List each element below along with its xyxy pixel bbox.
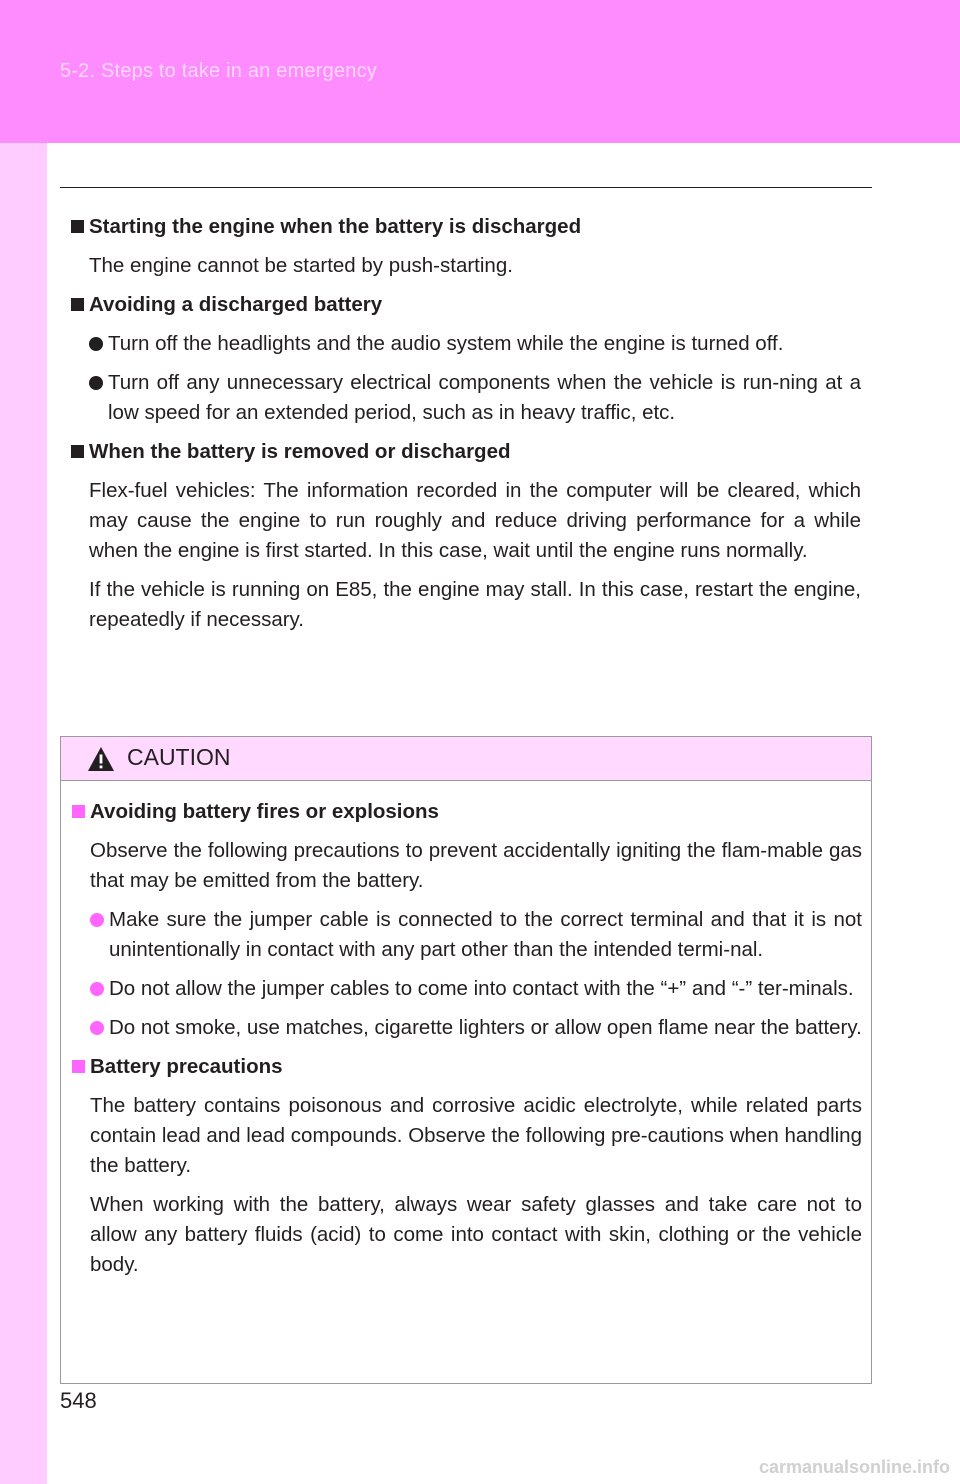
caution-heading: Avoiding battery fires or explosions xyxy=(72,797,862,827)
circle-bullet-icon xyxy=(89,376,103,390)
square-bullet-icon xyxy=(71,220,84,233)
circle-bullet-icon xyxy=(90,982,104,996)
paragraph: Flex-fuel vehicles: The information recorded in the computer will be cleared, which may cause the engine to run roughly and reduce driving performance for a while when the engine is first started. In this case, wait until the engine runs normally. xyxy=(89,479,861,562)
bullet-item: Turn off the headlights and the audio system while the engine is turned off. xyxy=(71,329,861,359)
watermark: carmanualsonline.info xyxy=(758,1457,950,1477)
left-margin-strip xyxy=(0,143,47,1484)
paragraph: The battery contains poisonous and corrosive acidic electrolyte, while related parts contain lead and lead compounds. Observe the following pre-cautions when handling the battery. xyxy=(90,1094,862,1177)
bullet-item: Turn off any unnecessary electrical components when the vehicle is run-ning at a low speed for an extended period, such as in heavy traffic, etc. xyxy=(71,368,861,428)
square-bullet-icon xyxy=(72,1060,85,1073)
caution-header xyxy=(61,737,871,781)
top-rule xyxy=(60,187,872,188)
square-bullet-icon xyxy=(72,805,85,818)
paragraph: When working with the battery, always wear safety glasses and take care not to allow any battery fluids (acid) to come into contact with skin, clothing or the vehicle body. xyxy=(90,1193,862,1276)
square-bullet-icon xyxy=(71,298,84,311)
circle-bullet-icon xyxy=(89,337,103,351)
bullet-item: Do not allow the jumper cables to come into contact with the “+” and “-” ter-minals. xyxy=(72,974,862,1004)
circle-bullet-icon xyxy=(90,913,104,927)
square-bullet-icon xyxy=(71,445,84,458)
paragraph: Observe the following precautions to prevent accidentally igniting the flam-mable gas that may be emitted from the battery. xyxy=(90,839,862,892)
section-heading: Starting the engine when the battery is discharged xyxy=(71,212,861,242)
caution-box xyxy=(60,736,872,1384)
paragraph: If the vehicle is running on E85, the engine may stall. In this case, restart the engine, repeatedly if necessary. xyxy=(89,578,861,631)
section-heading: When the battery is removed or discharged xyxy=(71,437,861,467)
section-title: 5-2. Steps to take in an emergency xyxy=(60,60,377,82)
page-number: 548 xyxy=(60,1388,97,1413)
bullet-item: Make sure the jumper cable is connected to the correct terminal and that it is not unintentionally in contact with any part other than the intended termi-nal. xyxy=(72,905,862,965)
bullet-item: Do not smoke, use matches, cigarette lighters or allow open flame near the battery. xyxy=(72,1013,862,1043)
caution-heading: Battery precautions xyxy=(72,1052,862,1082)
caution-label: CAUTION xyxy=(127,744,231,770)
section-heading: Avoiding a discharged battery xyxy=(71,290,861,320)
circle-bullet-icon xyxy=(90,1021,104,1035)
paragraph: The engine cannot be started by push-starting. xyxy=(89,254,513,277)
warning-triangle-icon xyxy=(87,746,115,772)
main-content xyxy=(71,212,861,644)
caution-body xyxy=(72,797,862,1289)
